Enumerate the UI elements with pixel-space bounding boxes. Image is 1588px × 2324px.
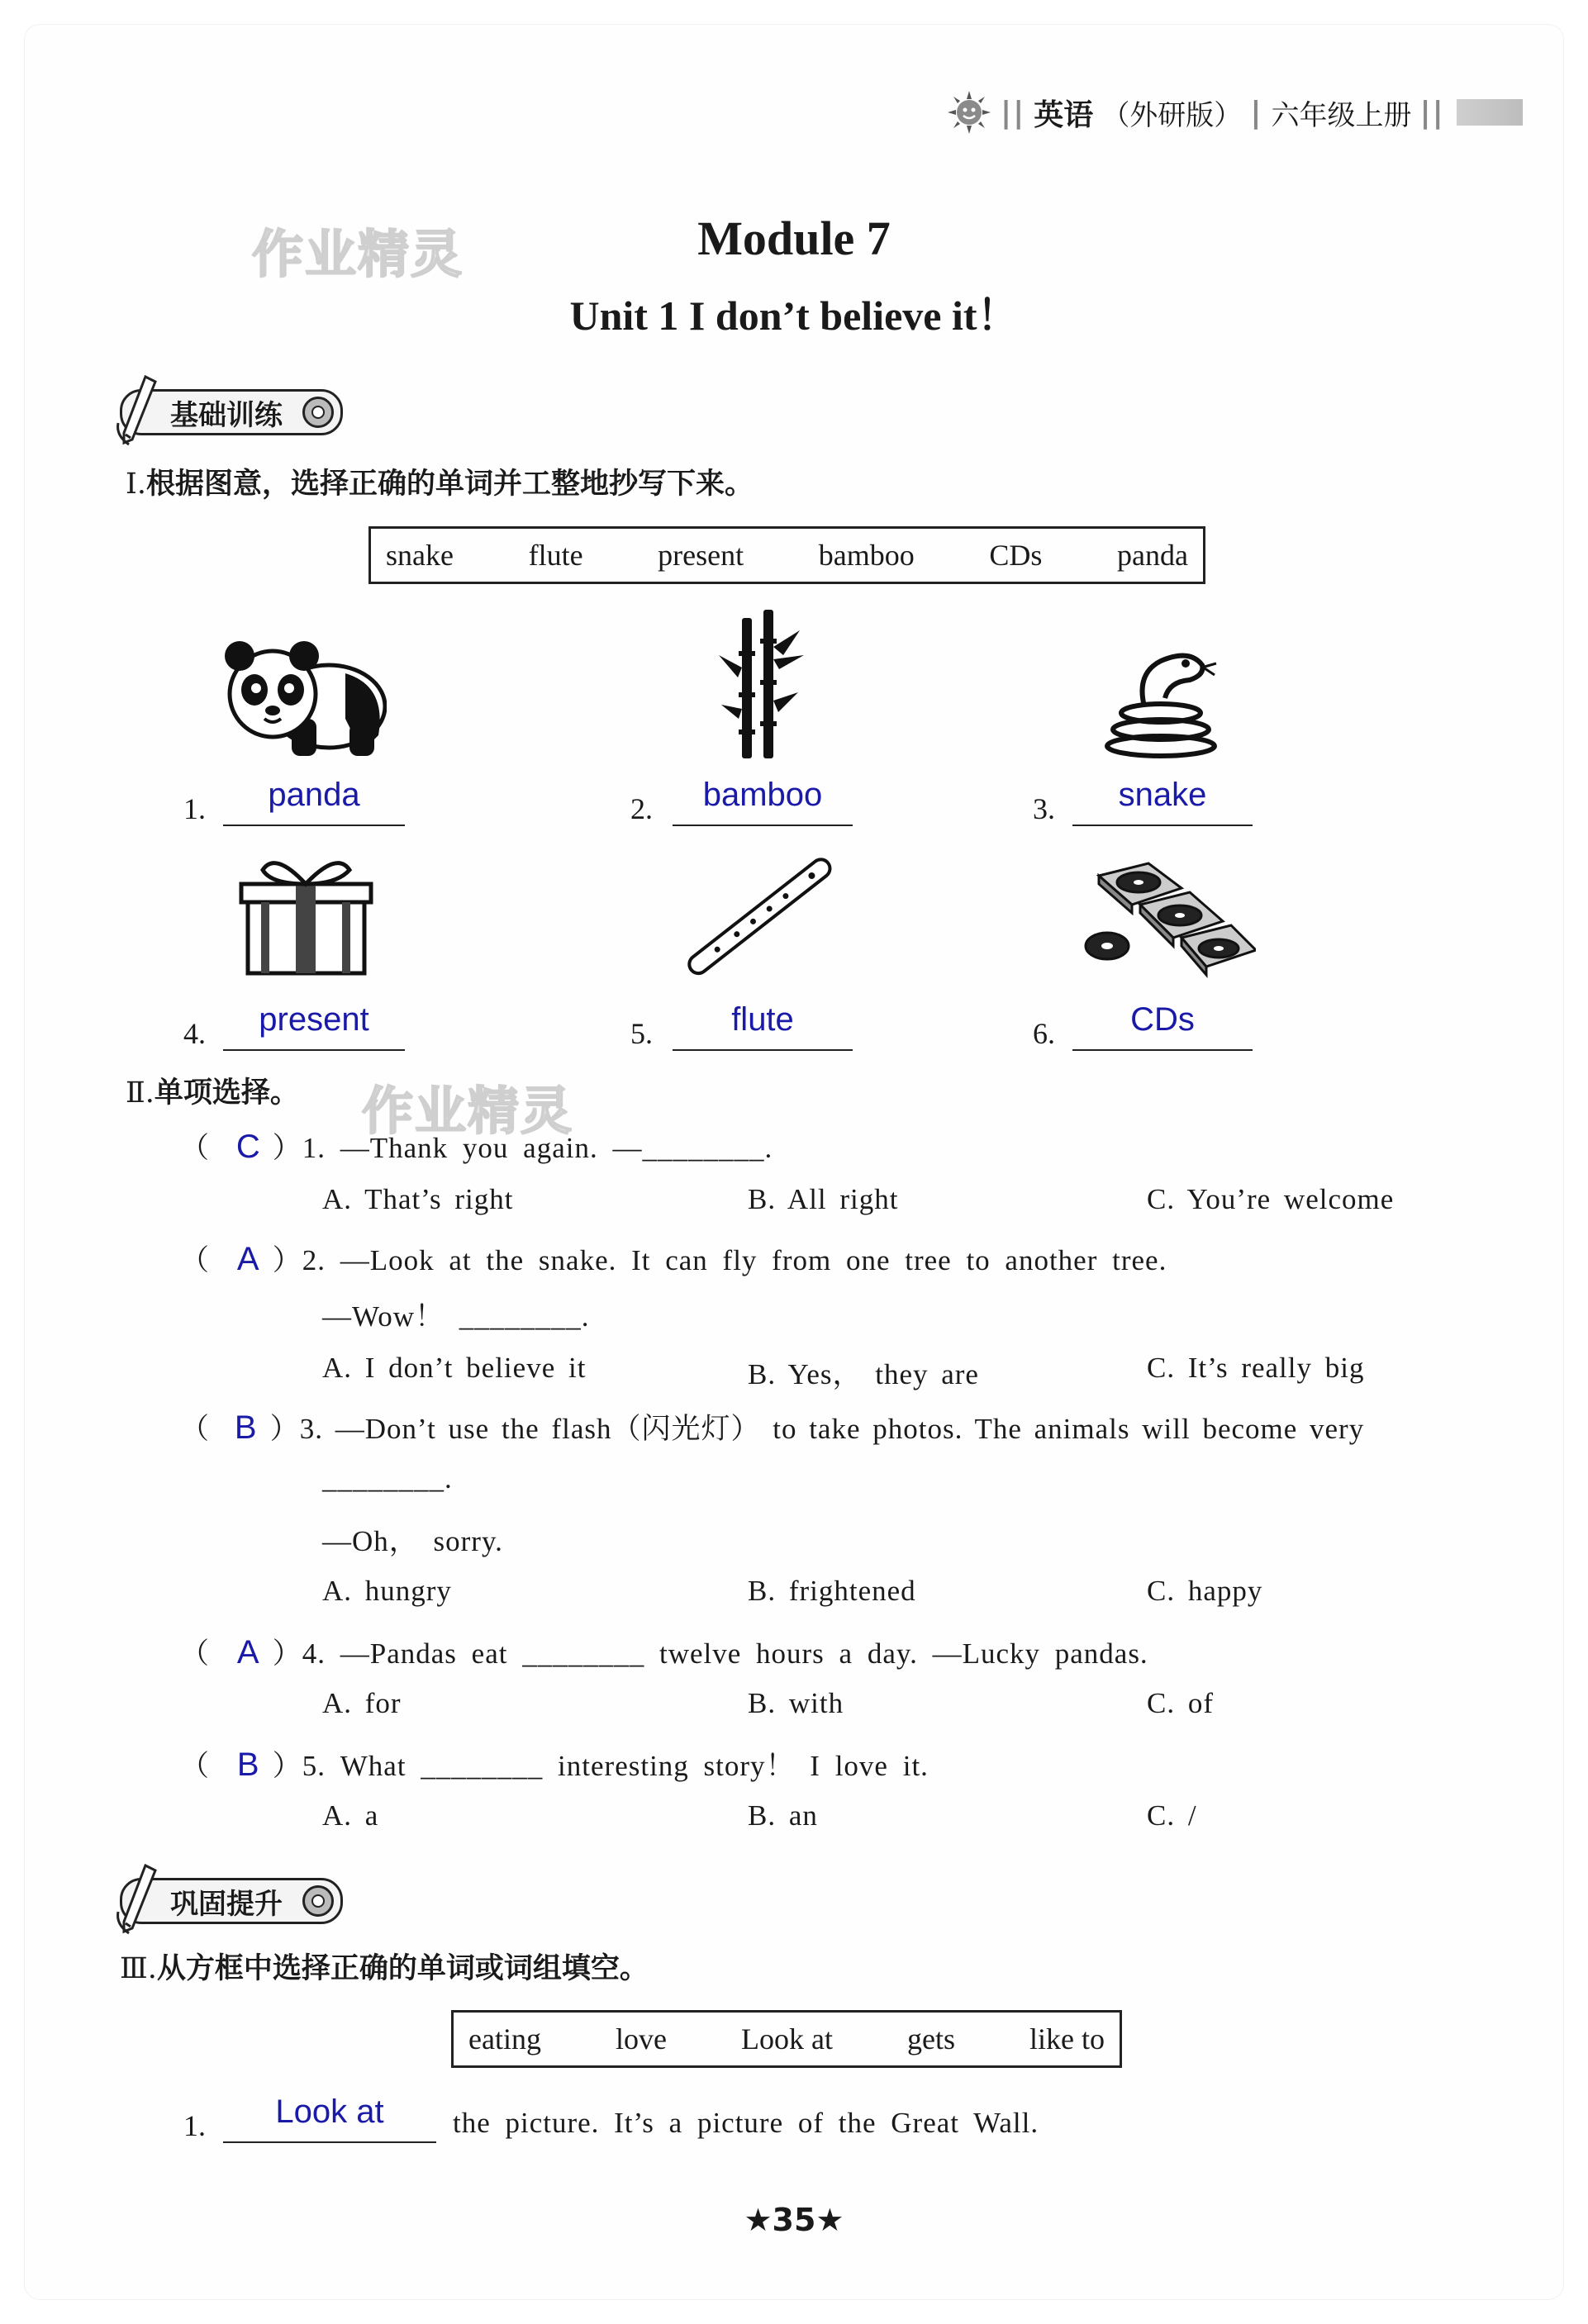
unit-title: Unit 1 I don’t believe it！ bbox=[569, 292, 1019, 339]
pencil-icon bbox=[114, 373, 164, 448]
cds-icon bbox=[1074, 859, 1256, 983]
word-bank-1 bbox=[368, 526, 1205, 584]
q3-option-a[interactable]: A. hungry bbox=[322, 1575, 452, 1607]
question-3: （ B ）3. —Don’t use the flash（闪光灯） to take photos. The animals will become very bbox=[180, 1409, 1365, 1446]
part3-item-1-text: the picture. It’s a picture of the Great Wall. bbox=[453, 2107, 1039, 2139]
word-bank-3 bbox=[451, 2010, 1122, 2068]
q4-option-c[interactable]: C. of bbox=[1147, 1687, 1214, 1719]
header-tail-bar bbox=[1457, 99, 1523, 126]
header-subject: 英语 bbox=[1034, 97, 1094, 132]
item-4-answer[interactable]: present bbox=[223, 1001, 405, 1051]
question-4-answer[interactable]: A bbox=[236, 1634, 260, 1671]
item-1-answer[interactable]: panda bbox=[223, 777, 405, 826]
ring-icon bbox=[302, 397, 334, 428]
flute-icon bbox=[673, 847, 847, 987]
part3-instruction: Ⅲ.从方框中选择正确的单词或词组填空。 bbox=[120, 1952, 649, 1985]
item-5-number: 5. bbox=[630, 1017, 653, 1050]
item-2-answer[interactable]: bamboo bbox=[673, 777, 853, 826]
question-1-answer[interactable]: C bbox=[235, 1129, 261, 1165]
header-divider: || bbox=[1001, 95, 1026, 130]
word-bank-item: like to bbox=[1029, 2022, 1105, 2055]
section-tag-basic bbox=[120, 387, 343, 438]
bamboo-icon bbox=[717, 610, 808, 763]
q5-option-b[interactable]: B. an bbox=[748, 1799, 818, 1832]
item-5-answer[interactable]: flute bbox=[673, 1001, 853, 1051]
word-bank-item: flute bbox=[528, 539, 583, 572]
part1-instruction: Ⅰ.根据图意，选择正确的单词并工整地抄写下来。 bbox=[126, 468, 754, 501]
header-publisher: （外研版） bbox=[1101, 98, 1243, 132]
question-2-answer[interactable]: A bbox=[236, 1241, 260, 1277]
running-header bbox=[946, 89, 1523, 135]
word-bank-item: gets bbox=[906, 2022, 955, 2055]
module-title: Module 7 bbox=[697, 211, 891, 265]
word-bank-item: eating bbox=[468, 2022, 541, 2055]
item-1-number: 1. bbox=[183, 792, 206, 825]
question-3-line-3: —Oh， sorry. bbox=[322, 1525, 503, 1557]
part2-instruction: Ⅱ.单项选择。 bbox=[126, 1076, 299, 1110]
item-2-number: 2. bbox=[630, 792, 653, 825]
q1-option-c[interactable]: C. You’re welcome bbox=[1147, 1183, 1395, 1215]
item-6-number: 6. bbox=[1033, 1017, 1055, 1050]
question-4: （ A ）4. —Pandas eat ________ twelve hours a day. —Lucky pandas. bbox=[180, 1634, 1148, 1671]
item-3-answer[interactable]: snake bbox=[1072, 777, 1253, 826]
q3-option-c[interactable]: C. happy bbox=[1147, 1575, 1263, 1607]
panda-icon bbox=[221, 636, 387, 760]
q1-option-b[interactable]: B. All right bbox=[748, 1183, 899, 1215]
q2-option-c[interactable]: C. It’s really big bbox=[1147, 1352, 1365, 1384]
word-bank-item: bamboo bbox=[818, 539, 915, 572]
item-6-answer[interactable]: CDs bbox=[1072, 1001, 1253, 1051]
part3-item-1-number: 1. bbox=[183, 2109, 206, 2142]
question-1: （ C ）1. —Thank you again. —________. bbox=[180, 1129, 773, 1165]
page-number: ★35★ bbox=[744, 2202, 844, 2238]
header-divider: || bbox=[1419, 95, 1445, 130]
word-bank-item: CDs bbox=[989, 539, 1043, 572]
word-bank-item: love bbox=[615, 2022, 667, 2055]
word-bank-item: snake bbox=[386, 539, 454, 572]
ring-icon bbox=[302, 1885, 334, 1917]
question-2: （ A ）2. —Look at the snake. It can fly from one tree to another tree. bbox=[180, 1241, 1167, 1277]
q5-option-c[interactable]: C. / bbox=[1147, 1799, 1197, 1832]
q5-option-a[interactable]: A. a bbox=[322, 1799, 379, 1832]
part3-item-1-answer[interactable]: Look at bbox=[223, 2094, 436, 2143]
q3-option-b[interactable]: B. frightened bbox=[748, 1575, 916, 1607]
header-divider: | bbox=[1250, 95, 1263, 130]
watermark: 作业精灵 bbox=[362, 1081, 574, 1141]
snake-icon bbox=[1099, 640, 1223, 760]
q2-option-b[interactable]: B. Yes， they are bbox=[748, 1358, 979, 1390]
section-tag-consolidate bbox=[120, 1875, 343, 1927]
section-tag-label: 巩固提升 bbox=[170, 1887, 283, 1921]
pencil-icon bbox=[114, 1862, 164, 1937]
question-2-line-2: —Wow！ ________. bbox=[322, 1300, 590, 1333]
q1-option-a[interactable]: A. That’s right bbox=[322, 1183, 514, 1215]
section-tag-label: 基础训练 bbox=[170, 398, 283, 432]
item-3-number: 3. bbox=[1033, 792, 1055, 825]
question-3-line-2: ________. bbox=[322, 1462, 453, 1495]
header-grade: 六年级上册 bbox=[1271, 98, 1412, 132]
watermark: 作业精灵 bbox=[252, 224, 464, 284]
item-4-number: 4. bbox=[183, 1017, 206, 1050]
word-bank-item: Look at bbox=[740, 2022, 833, 2055]
word-bank-item: present bbox=[658, 539, 744, 572]
q4-option-a[interactable]: A. for bbox=[322, 1687, 402, 1719]
word-bank-item: panda bbox=[1116, 539, 1188, 572]
sun-logo-icon bbox=[946, 89, 992, 135]
q2-option-a[interactable]: A. I don’t believe it bbox=[322, 1352, 587, 1384]
question-5: （ B ）5. What ________ interesting story！ I love it. bbox=[180, 1747, 929, 1783]
present-icon bbox=[238, 855, 374, 979]
question-3-answer[interactable]: B bbox=[234, 1409, 258, 1446]
q4-option-b[interactable]: B. with bbox=[748, 1687, 844, 1719]
question-5-answer[interactable]: B bbox=[236, 1747, 260, 1783]
